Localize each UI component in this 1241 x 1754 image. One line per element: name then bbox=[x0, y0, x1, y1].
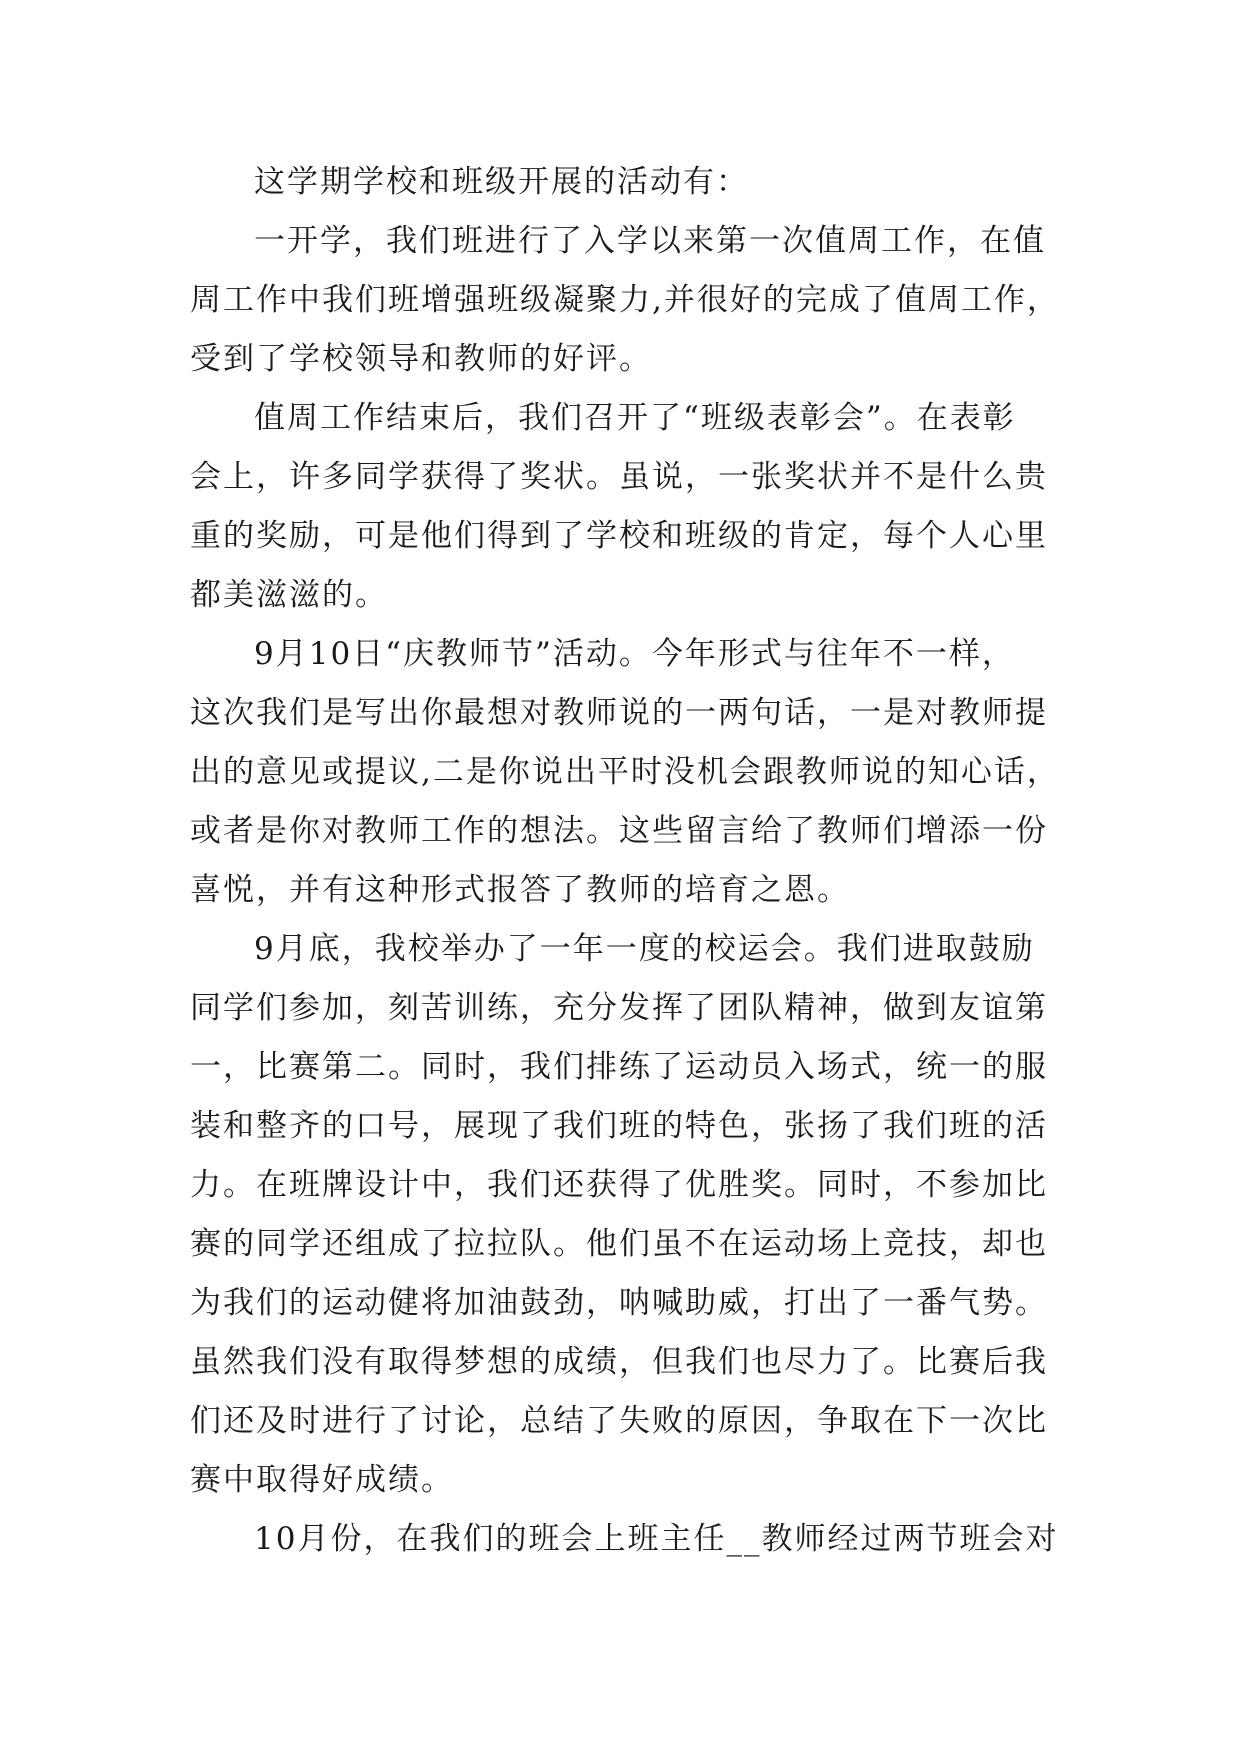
paragraph-line: 一，比赛第二。同时，我们排练了运动员入场式，统一的服 bbox=[190, 1049, 1048, 1085]
paragraph-line: 受到了学校领导和教师的好评。 bbox=[190, 341, 652, 377]
paragraph-line: 值周工作结束后，我们召开了“班级表彰会”。在表彰 bbox=[254, 400, 1016, 436]
paragraph-line: 力。在班牌设计中，我们还获得了优胜奖。同时，不参加比 bbox=[190, 1167, 1048, 1203]
paragraph-line: 同学们参加，刻苦训练，充分发挥了团队精神，做到友谊第 bbox=[190, 990, 1048, 1026]
paragraph-line: 10月份，在我们的班会上班主任__教师经过两节班会对 bbox=[254, 1521, 1059, 1557]
paragraph-line: 为我们的运动健将加油鼓劲，呐喊助威，打出了一番气势。 bbox=[190, 1285, 1048, 1321]
paragraph-line: 9月底，我校举办了一年一度的校运会。我们进取鼓励 bbox=[254, 931, 1035, 967]
paragraph-line: 这次我们是写出你最想对教师说的一两句话，一是对教师提 bbox=[190, 695, 1048, 731]
paragraph-line: 这学期学校和班级开展的活动有： bbox=[254, 164, 749, 200]
document-body bbox=[190, 160, 1090, 1576]
paragraph-line: 会上，许多同学获得了奖状。虽说，一张奖状并不是什么贵 bbox=[190, 459, 1048, 495]
paragraph-line: 周工作中我们班增强班级凝聚力,并很好的完成了值周工作， bbox=[190, 282, 1060, 318]
paragraph-line: 重的奖励，可是他们得到了学校和班级的肯定，每个人心里 bbox=[190, 518, 1048, 554]
paragraph-line: 装和整齐的口号，展现了我们班的特色，张扬了我们班的活 bbox=[190, 1108, 1048, 1144]
paragraph-line: 9月10日“庆教师节”活动。今年形式与往年不一样， bbox=[254, 636, 1015, 672]
paragraph-line: 赛的同学还组成了拉拉队。他们虽不在运动场上竞技，却也 bbox=[190, 1226, 1048, 1262]
paragraph-line: 都美滋滋的。 bbox=[190, 577, 388, 613]
paragraph-line: 一开学，我们班进行了入学以来第一次值周工作，在值 bbox=[254, 223, 1046, 259]
paragraph-line: 或者是你对教师工作的想法。这些留言给了教师们增添一份 bbox=[190, 813, 1048, 849]
paragraph-line: 喜悦，并有这种形式报答了教师的培育之恩。 bbox=[190, 872, 850, 908]
paragraph-line: 出的意见或提议,二是你说出平时没机会跟教师说的知心话， bbox=[190, 754, 1060, 790]
paragraph-line: 虽然我们没有取得梦想的成绩，但我们也尽力了。比赛后我 bbox=[190, 1344, 1048, 1380]
paragraph-line: 们还及时进行了讨论，总结了失败的原因，争取在下一次比 bbox=[190, 1403, 1048, 1439]
paragraph-line: 赛中取得好成绩。 bbox=[190, 1462, 454, 1498]
